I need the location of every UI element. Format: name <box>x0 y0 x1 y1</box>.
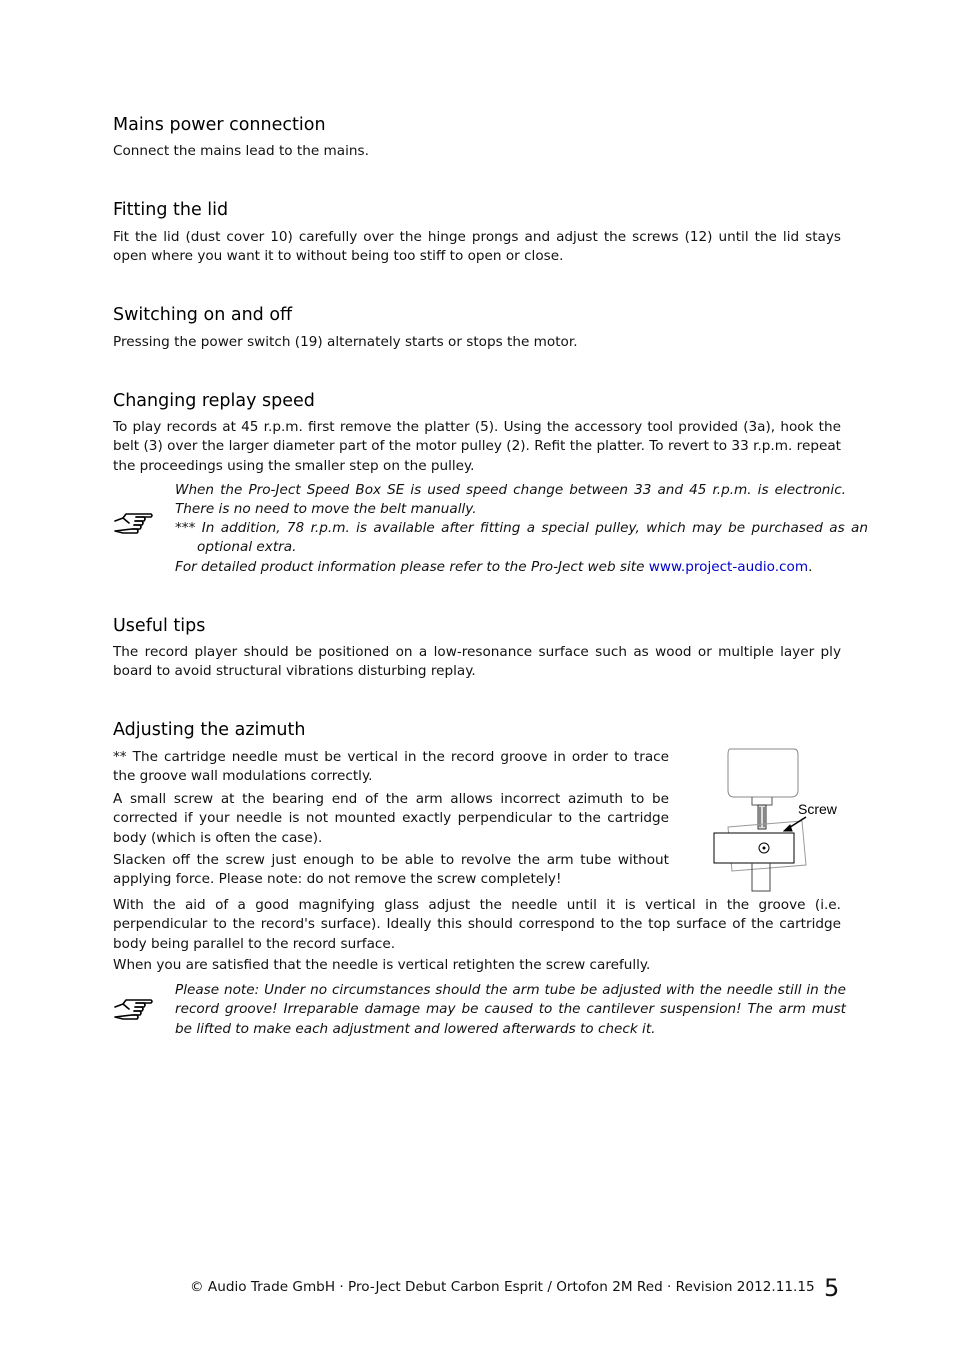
stylus-holder <box>752 863 770 891</box>
screw-label: Screw <box>798 801 837 817</box>
azimuth-warning-note: Please note: Under no circumstances should the arm tube be adjusted with the needle still in the record groove! Irreparable damage may be caused to the cantilever suspension! The arm must be lifted to make each adjustment and lowered afterwards to check it. <box>175 982 846 1037</box>
screw-shaft <box>758 805 766 829</box>
pointing-hand-icon <box>113 995 153 1027</box>
tips-text: The record player should be positioned on a low-resonance surface such as wood or multiple layer ply board to avoid structural vibrations disturbing replay. <box>113 644 841 680</box>
section-heading-tips: Useful tips <box>113 616 206 636</box>
section-heading-lid: Fitting the lid <box>113 200 229 220</box>
section-heading-switching: Switching on and off <box>113 305 293 325</box>
speed-text: To play records at 45 r.p.m. first remove the platter (5). Using the accessory tool provided (3a), hook the belt (3) over the larger diameter part of the motor pulley (2). Refit the platter. To revert to 33 r.p.m. repeat the proceedings using the smaller step on the pulley. <box>113 419 841 474</box>
website-note-text: For detailed product information please refer to the Pro-Ject web site <box>175 559 645 575</box>
speed-note-78rpm <box>175 519 868 558</box>
note-prefix: *** <box>175 520 196 536</box>
mains-text: Connect the mains lead to the mains. <box>113 143 369 159</box>
cartridge-body <box>714 833 794 863</box>
speed-note-speedbox: When the Pro-Ject Speed Box SE is used speed change between 33 and 45 r.p.m. is electronic. There is no need to move the belt manually. <box>175 482 846 518</box>
switching-text: Pressing the power switch (19) alternately starts or stops the motor. <box>113 334 578 350</box>
arm-tube <box>752 797 772 805</box>
page-number: 5 <box>824 1274 840 1302</box>
azimuth-diagram <box>706 745 851 895</box>
azimuth-text-2: A small screw at the bearing end of the arm allows incorrect azimuth to be corrected if your needle is not mounted exactly perpendicular to the cartridge body (which is often the case). <box>113 791 669 846</box>
section-heading-azimuth: Adjusting the azimuth <box>113 720 306 740</box>
website-link-suffix: . <box>808 559 813 575</box>
azimuth-text-1: ** The cartridge needle must be vertical in the record groove in order to trace the groove wall modulations correctly. <box>113 749 669 785</box>
section-heading-mains: Mains power connection <box>113 115 326 135</box>
page-footer: © Audio Trade GmbH · Pro-Ject Debut Carbon Esprit / Ortofon 2M Red · Revision 2012.11.15 <box>190 1279 815 1295</box>
section-heading-speed: Changing replay speed <box>113 391 315 411</box>
website-link[interactable]: www.project-audio.com <box>648 559 809 575</box>
lid-text: Fit the lid (dust cover 10) carefully over the hinge prongs and adjust the screws (12) until the lid stays open where you want it to without being too stiff to open or close. <box>113 229 841 265</box>
arm-bearing-housing <box>728 749 798 797</box>
note-78rpm-text: In addition, 78 r.p.m. is available after fitting a special pulley, which may be purchased as an optional extra. <box>197 520 868 556</box>
azimuth-text-4: With the aid of a good magnifying glass adjust the needle until it is vertical in the groove (i.e. perpendicular to the record's surface). Ideally this should correspond to the top surface of the cartridge body being parallel to the record surface. <box>113 897 841 952</box>
pointing-hand-icon <box>113 509 153 541</box>
speed-note-website <box>175 558 846 577</box>
azimuth-text-3: Slacken off the screw just enough to be able to revolve the arm tube without applying force. Please note: do not remove the screw completely! <box>113 852 669 888</box>
azimuth-text-5: When you are satisfied that the needle is vertical retighten the screw carefully. <box>113 957 651 973</box>
